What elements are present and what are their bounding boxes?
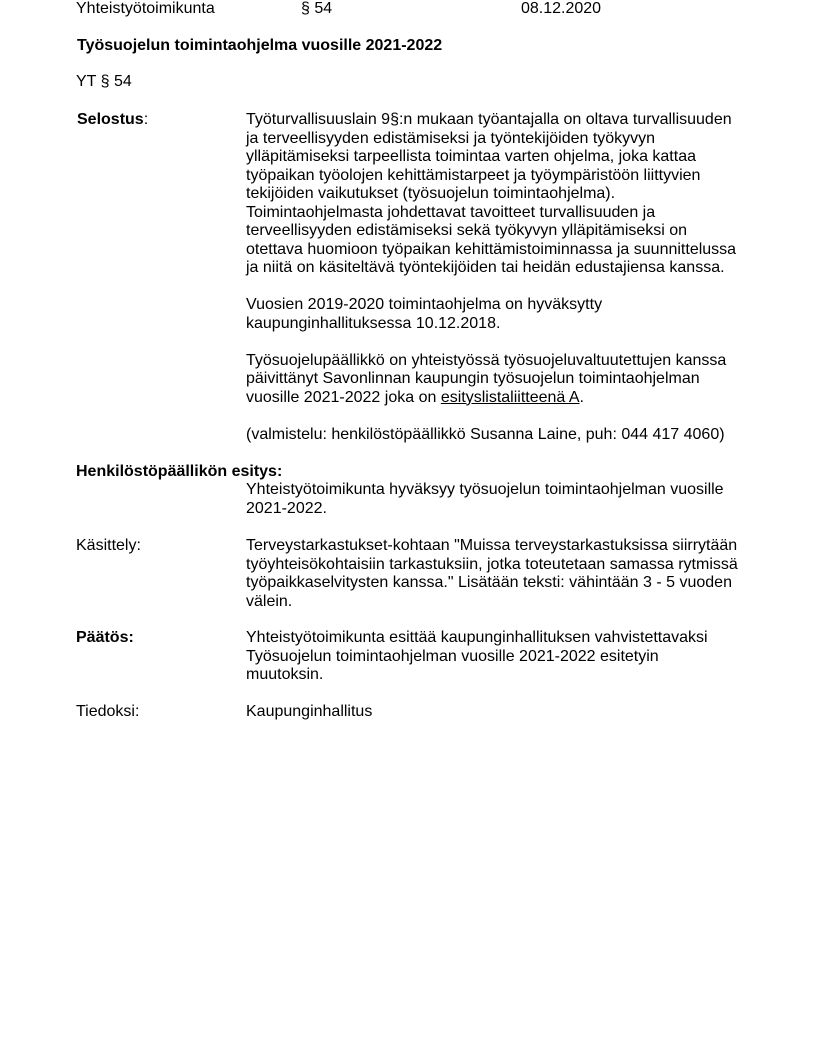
text-line: Työsuojelupäällikkö on yhteistyössä työsuojeluvaltuutettujen kanssa <box>246 351 727 369</box>
text-line: päivittänyt Savonlinnan kaupungin työsuojelun toimintaohjelman <box>246 370 700 387</box>
text-line: vuosille 2021-2022 joka on esityslistaliitteenä A. <box>246 388 584 406</box>
section-reference: YT § 54 <box>76 73 132 90</box>
header-section: § 54 <box>301 0 333 17</box>
text-line: Terveystarkastukset-kohtaan "Muissa terveystarkastuksissa siirrytään <box>246 537 738 554</box>
text-line: ylläpitämiseksi tarpeellista toimintaa varten ohjelma, joka kattaa <box>246 148 696 165</box>
header-date: 08.12.2020 <box>521 0 602 17</box>
selostus-paragraph-3 <box>246 352 756 408</box>
text-line: tekijöiden vaikutukset (työsuojelun toimintaohjelma). <box>246 185 616 202</box>
tiedoksi-value: Kaupunginhallitus <box>246 703 373 720</box>
text-line: ja niitä on käsiteltävä työntekijöiden tai heidän edustajiensa kanssa. <box>246 259 725 276</box>
selostus-body <box>246 111 756 444</box>
text-line: Yhteistyötoimikunta hyväksyy työsuojelun toimintaohjelman vuosille <box>246 481 724 498</box>
document-title: Työsuojelun toimintaohjelma vuosille 2021-2022 <box>77 37 443 54</box>
text-line: ja terveellisyyden edistämiseksi ja työntekijöiden työkyvyn <box>246 129 656 147</box>
paatos-body <box>246 629 756 685</box>
text-line: otettava huomioon työpaikan kehittämistoiminnassa ja suunnittelussa <box>246 240 737 258</box>
text-line: Vuosien 2019-2020 toimintaohjelma on hyväksytty <box>246 296 603 313</box>
selostus-paragraph-4 <box>246 426 756 445</box>
text-line: Työsuojelun toimintaohjelman vuosille 2021-2022 esitetyin <box>246 647 659 665</box>
selostus-label: Selostus: <box>77 111 149 128</box>
tiedoksi-label: Tiedoksi: <box>76 703 140 720</box>
selostus-paragraph-1 <box>246 111 756 278</box>
text-line: kaupunginhallituksessa 10.12.2018. <box>246 314 501 332</box>
text-line: työpaikkaselvitysten kanssa." Lisätään teksti: vähintään 3 - 5 vuoden <box>246 574 732 591</box>
selostus-paragraph-2 <box>246 296 756 333</box>
text-line: välein. <box>246 592 293 610</box>
text-line: muutoksin. <box>246 666 324 683</box>
text-line: 2021-2022. <box>246 499 327 517</box>
kasittely-label: Käsittely: <box>76 537 141 554</box>
text-line: (valmistelu: henkilöstöpäällikkö Susanna Laine, puh: 044 417 4060) <box>246 425 725 443</box>
header-body: Yhteistyötoimikunta <box>76 0 215 17</box>
text-line: terveellisyyden edistämiseksi sekä työkyvyn ylläpitämiseksi on <box>246 222 688 239</box>
text-line: Toimintaohjelmasta johdettavat tavoitteet turvallisuuden ja <box>246 203 656 221</box>
esitys-label: Henkilöstöpäällikön esitys: <box>76 463 283 480</box>
attachment-a-link[interactable]: esityslistaliitteenä A <box>440 388 580 406</box>
text-line: Yhteistyötoimikunta esittää kaupunginhallituksen vahvistettavaksi <box>246 629 708 646</box>
text-line: työyhteisökohtaisiin tarkastuksiin, jotka toteutetaan samassa rytmissä <box>246 555 738 573</box>
text-line: työpaikan työolojen kehittämistarpeet ja työympäristöön liittyvien <box>246 166 701 184</box>
text-line: Työturvallisuuslain 9§:n mukaan työantajalla on oltava turvallisuuden <box>246 111 732 128</box>
paatos-label: Päätös: <box>76 629 134 646</box>
kasittely-body <box>246 537 756 611</box>
esitys-body <box>246 481 756 518</box>
